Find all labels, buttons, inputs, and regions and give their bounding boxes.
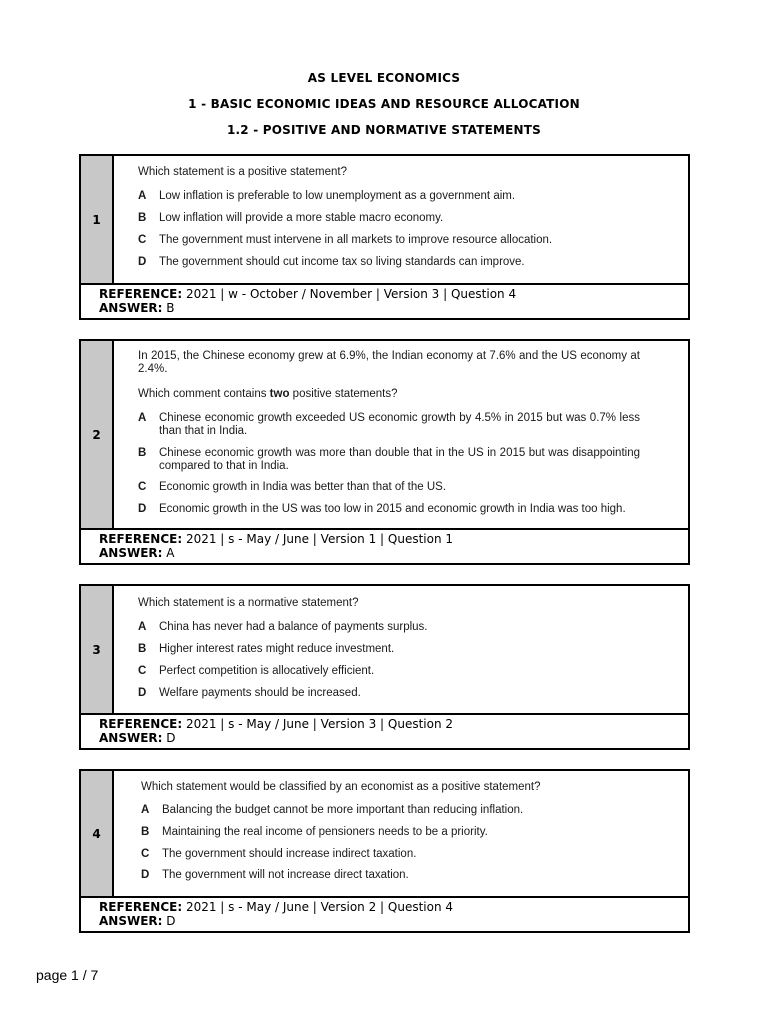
reference-block <box>81 715 688 745</box>
reference-label: REFERENCE: <box>99 900 183 914</box>
question-stem <box>138 388 640 401</box>
option-d <box>141 869 640 882</box>
subtopic-heading: 1.2 - POSITIVE AND NORMATIVE STATEMENTS <box>226 123 542 137</box>
option-letter: B <box>141 826 150 838</box>
reference-text: 2021 | s - May / June | Version 1 | Question 1 <box>185 532 454 546</box>
option-d <box>138 503 640 516</box>
option-text: Balancing the budget cannot be more important than reducing inflation. <box>162 804 524 816</box>
reference-block <box>81 285 688 315</box>
question-body <box>114 586 688 713</box>
answer-text: D <box>166 730 176 745</box>
option-text: The government will not increase direct taxation. <box>162 869 409 881</box>
question-number: 2 <box>81 341 114 528</box>
option-text: Economic growth in the US was too low in 2015 and economic growth in India was too high. <box>159 503 626 515</box>
answer-text: D <box>166 913 176 928</box>
question-number: 1 <box>81 156 114 283</box>
question-number: 3 <box>81 586 114 713</box>
option-letter: D <box>141 869 150 881</box>
option-b <box>141 826 640 839</box>
option-text: The government should cut income tax so living standards can improve. <box>159 256 525 268</box>
option-a <box>141 804 640 817</box>
option-letter: D <box>138 503 147 515</box>
stem-text: positive statements? <box>289 388 398 400</box>
option-letter: A <box>138 621 147 633</box>
stem-text: Which comment contains <box>138 388 270 400</box>
question-body <box>114 341 688 528</box>
question-card-3 <box>79 584 690 750</box>
question-number: 4 <box>81 771 114 896</box>
reference-block <box>81 530 688 560</box>
option-text: Chinese economic growth was more than double that in the US in 2015 but was disappointing compared to that in India. <box>159 447 640 472</box>
reference-block <box>81 898 688 928</box>
option-text: Perfect competition is allocatively efficient. <box>159 665 375 677</box>
question-card-4 <box>79 769 690 933</box>
option-text: Economic growth in India was better than that of the US. <box>159 481 447 493</box>
option-d <box>138 687 640 700</box>
option-c <box>138 665 640 678</box>
option-a <box>138 412 640 438</box>
option-text: The government must intervene in all markets to improve resource allocation. <box>159 234 553 246</box>
option-b <box>138 447 640 473</box>
option-c <box>138 234 640 247</box>
question-body <box>114 771 688 896</box>
option-letter: C <box>141 848 150 860</box>
option-a <box>138 621 640 634</box>
reference-label: REFERENCE: <box>99 532 183 546</box>
answer-text: A <box>166 545 175 560</box>
option-letter: D <box>138 687 147 699</box>
option-letter: B <box>138 212 147 224</box>
option-letter: A <box>138 190 147 202</box>
reference-text: 2021 | s - May / June | Version 2 | Question 4 <box>185 900 454 914</box>
option-text: Welfare payments should be increased. <box>159 687 361 699</box>
option-b <box>138 643 640 656</box>
reference-text: 2021 | w - October / November | Version 3 | Question 4 <box>185 287 517 301</box>
topic-heading: 1 - BASIC ECONOMIC IDEAS AND RESOURCE ALLOCATION <box>188 97 580 111</box>
option-text: Chinese economic growth exceeded US economic growth by 4.5% in 2015 but was 0.7% less than that in India. <box>159 412 640 437</box>
option-text: Low inflation will provide a more stable macro economy. <box>159 212 444 224</box>
answer-label: ANSWER: <box>99 300 163 315</box>
question-card-2 <box>79 339 690 565</box>
option-text: Maintaining the real income of pensioners needs to be a priority. <box>162 826 488 838</box>
question-body <box>114 156 688 283</box>
stem-emphasis: two <box>269 388 290 400</box>
option-letter: B <box>138 447 147 459</box>
option-letter: C <box>138 665 147 677</box>
option-letter: C <box>138 481 147 493</box>
document-title: AS LEVEL ECONOMICS <box>307 71 461 85</box>
answer-text: B <box>166 300 175 315</box>
reference-label: REFERENCE: <box>99 717 183 731</box>
question-stem: Which statement is a normative statement? <box>138 597 359 609</box>
question-stem: Which statement would be classified by an economist as a positive statement? <box>141 781 541 793</box>
question-intro: In 2015, the Chinese economy grew at 6.9%, the Indian economy at 7.6% and the US economy at 2.4%. <box>138 350 640 375</box>
reference-label: REFERENCE: <box>99 287 183 301</box>
reference-text: 2021 | s - May / June | Version 3 | Question 2 <box>185 717 454 731</box>
option-letter: D <box>138 256 147 268</box>
option-b <box>138 212 640 225</box>
option-text: The government should increase indirect taxation. <box>162 848 417 860</box>
option-d <box>138 256 640 269</box>
page-indicator: page 1 / 7 <box>36 967 99 983</box>
question-card-1 <box>79 154 690 320</box>
answer-label: ANSWER: <box>99 545 163 560</box>
answer-label: ANSWER: <box>99 730 163 745</box>
option-letter: A <box>141 804 150 816</box>
option-letter: B <box>138 643 147 655</box>
option-letter: C <box>138 234 147 246</box>
option-text: Higher interest rates might reduce investment. <box>159 643 395 655</box>
option-letter: A <box>138 412 147 424</box>
option-c <box>138 481 640 494</box>
option-c <box>141 848 640 861</box>
option-text: China has never had a balance of payments surplus. <box>159 621 428 633</box>
answer-label: ANSWER: <box>99 913 163 928</box>
option-text: Low inflation is preferable to low unemployment as a government aim. <box>159 190 516 202</box>
option-a <box>138 190 640 203</box>
question-stem: Which statement is a positive statement? <box>138 166 348 178</box>
